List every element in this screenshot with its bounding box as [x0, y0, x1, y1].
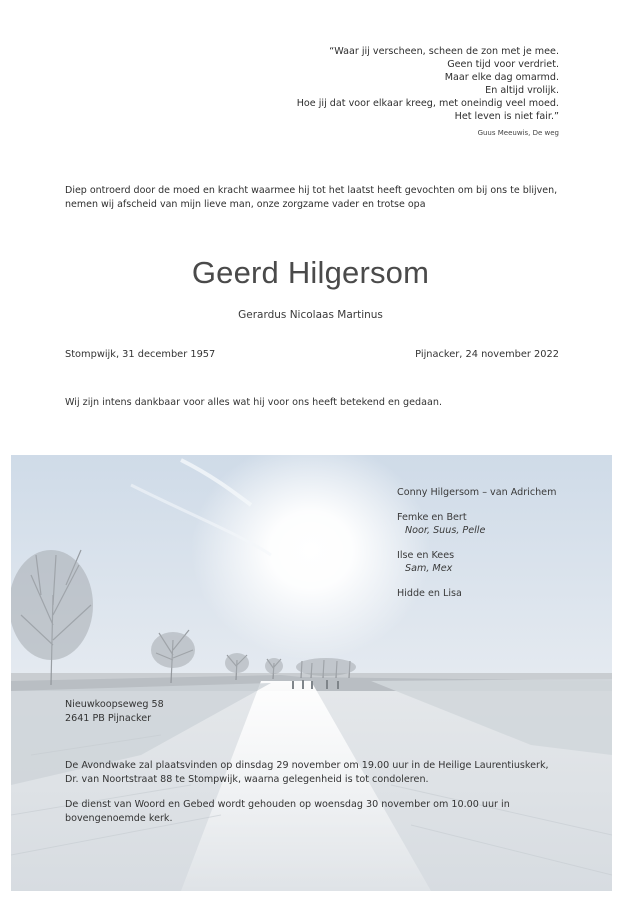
family-child: Femke en Bert [397, 511, 467, 523]
deceased-name: Geerd Hilgersom [191, 255, 430, 290]
poem-line: En altijd vrolijk. [485, 84, 559, 96]
thanks-text: Wij zijn intens dankbaar voor alles wat hij voor ons heeft betekend en gedaan. [65, 397, 443, 408]
service-info: De dienst van Woord en Gebed wordt gehouden op woensdag 30 november om 10.00 uur in bovengenoemde kerk. [65, 799, 510, 824]
intro-text: Diep ontroerd door de moed en kracht waarmee hij tot het laatst heeft gevochten om bij ons te blijven, nemen wij afscheid van mijn lieve man, onze zorgzame vader en trotse opa [65, 185, 558, 210]
wake-info: De Avondwake zal plaatsvinden op dinsdag 29 november om 19.00 uur in de Heilige Laurentiuskerk, Dr. van Noortstraat 88 te Stompwijk, waarna gelegenheid is tot condoleren. [65, 760, 549, 785]
deceased-full-name: Gerardus Nicolaas Martinus [238, 309, 383, 321]
poem [297, 46, 559, 123]
poem-line: Het leven is niet fair.” [454, 110, 559, 122]
death-info: Pijnacker, 24 november 2022 [415, 349, 559, 360]
family-child: Hidde en Lisa [397, 587, 462, 599]
poem-line: Maar elke dag omarmd. [444, 71, 559, 83]
poem-line: “Waar jij verscheen, scheen de zon met je mee. [329, 46, 559, 57]
poem-source: Guus Meeuwis, De weg [477, 129, 559, 137]
address-city: 2641 PB Pijnacker [65, 713, 152, 724]
family-list [397, 486, 556, 611]
poem-line: Hoe jij dat voor elkaar kreeg, met oneindig veel moed. [296, 97, 559, 109]
family-child: Ilse en Kees [397, 549, 455, 561]
address-street: Nieuwkoopseweg 58 [65, 699, 164, 710]
family-grandchildren: Sam, Mex [405, 563, 453, 574]
poem-line: Geen tijd voor verdriet. [447, 58, 559, 70]
family-grandchildren: Noor, Suus, Pelle [405, 525, 486, 536]
birth-info: Stompwijk, 31 december 1957 [65, 349, 216, 360]
address [65, 698, 164, 726]
family-spouse: Conny Hilgersom – van Adrichem [397, 487, 557, 498]
